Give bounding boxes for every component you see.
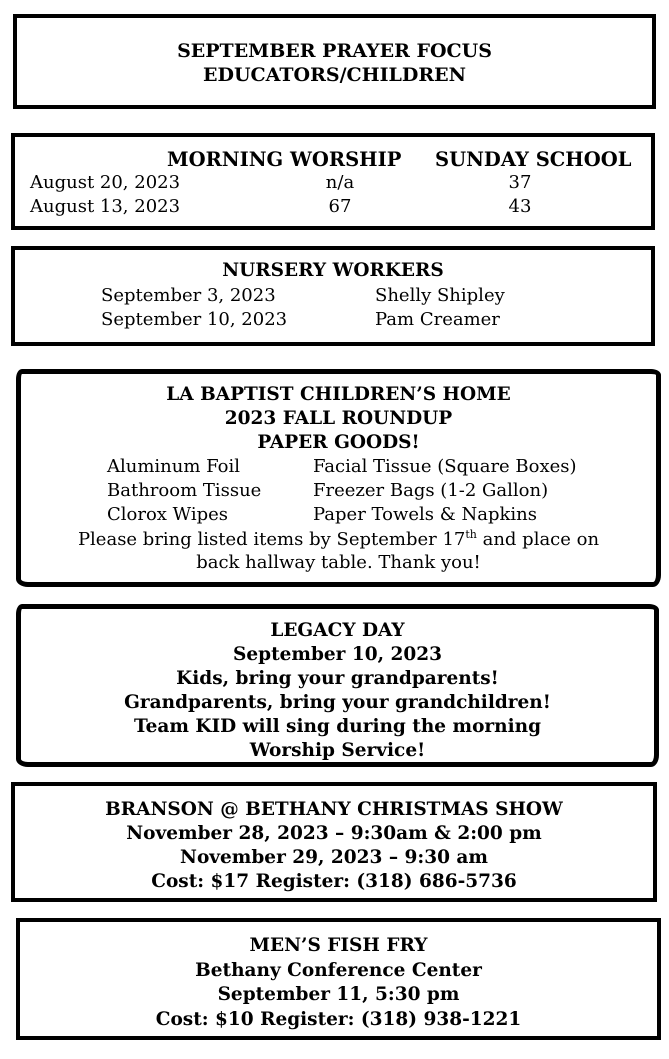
childrens-home-box (16, 369, 661, 587)
attendance-date: August 20, 2023 (30, 172, 181, 193)
fish-fry-location: Bethany Conference Center (195, 959, 482, 981)
list-item: Bathroom Tissue (107, 480, 262, 501)
worship-count: 67 (328, 196, 352, 217)
list-item: Paper Towels & Napkins (313, 504, 537, 525)
fish-fry-box (16, 918, 661, 1040)
nursery-date: September 3, 2023 (101, 285, 276, 306)
branson-title: BRANSON @ BETHANY CHRISTMAS SHOW (105, 799, 563, 820)
fish-fry-date: September 11, 5:30 pm (217, 984, 460, 1005)
school-header: SUNDAY SCHOOL (435, 148, 632, 171)
attendance-date: August 13, 2023 (30, 196, 181, 217)
instructions-line-1: Please bring listed items by September 17th and place on (77, 528, 600, 550)
legacy-text: Kids, bring your grandparents! (176, 668, 499, 689)
worship-count: n/a (325, 172, 355, 193)
legacy-date: September 10, 2023 (233, 644, 442, 665)
legacy-title: LEGACY DAY (270, 620, 405, 641)
instructions-line-2: back hallway table. Thank you! (196, 552, 481, 573)
prayer-focus-subtitle: EDUCATORS/CHILDREN (203, 64, 466, 86)
school-count: 43 (508, 196, 532, 217)
roundup-title: 2023 FALL ROUNDUP (224, 408, 453, 429)
branson-cost: Cost: $17 Register: (318) 686-5736 (151, 871, 517, 892)
branson-date: November 28, 2023 – 9:30am & 2:00 pm (126, 823, 542, 844)
nursery-title: NURSERY WORKERS (222, 260, 444, 281)
fish-fry-cost: Cost: $10 Register: (318) 938-1221 (155, 1008, 522, 1030)
branson-box (11, 782, 657, 902)
nursery-box (11, 246, 655, 346)
legacy-text: Team KID will sing during the morning (133, 716, 542, 737)
paper-goods-title: PAPER GOODS! (257, 432, 420, 453)
legacy-text: Grandparents, bring your grandchildren! (124, 692, 551, 713)
legacy-text: Worship Service! (249, 740, 426, 761)
branson-date: November 29, 2023 – 9:30 am (180, 847, 488, 868)
list-item: Aluminum Foil (107, 456, 241, 477)
legacy-day-box (16, 604, 659, 767)
nursery-worker: Pam Creamer (375, 309, 500, 330)
fish-fry-title: MEN’S FISH FRY (249, 935, 428, 956)
nursery-date: September 10, 2023 (101, 309, 288, 330)
prayer-focus-box (13, 14, 656, 109)
list-item: Freezer Bags (1-2 Gallon) (313, 480, 549, 501)
prayer-focus-title: SEPTEMBER PRAYER FOCUS (177, 40, 492, 62)
school-count: 37 (508, 172, 532, 193)
list-item: Facial Tissue (Square Boxes) (313, 456, 577, 477)
nursery-worker: Shelly Shipley (375, 285, 505, 306)
attendance-box (11, 133, 655, 230)
childrens-home-title: LA BAPTIST CHILDREN’S HOME (166, 384, 511, 405)
list-item: Clorox Wipes (107, 504, 229, 525)
worship-header: MORNING WORSHIP (167, 148, 402, 171)
